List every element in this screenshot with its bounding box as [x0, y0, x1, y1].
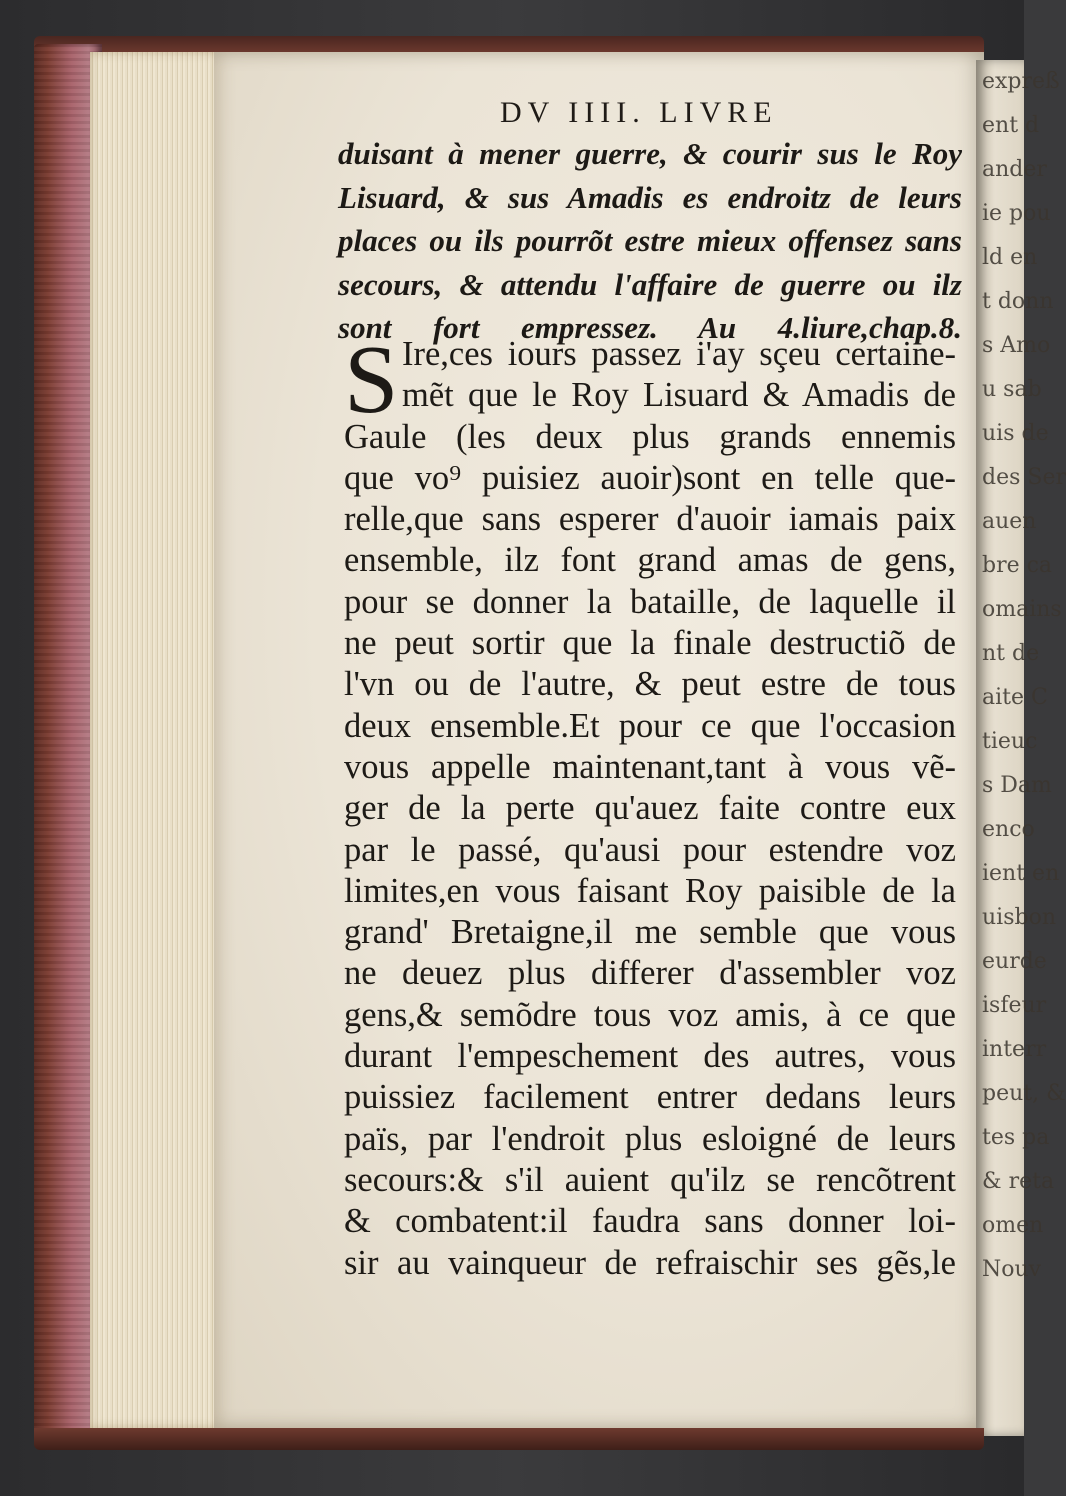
facing-page-fragment: omen [982, 1213, 1044, 1238]
summary-line: secours, & attendu l'affaire de guerre ou ilz [338, 266, 962, 302]
body-line: puissiez facilement entrer dedans leurs [344, 1078, 956, 1117]
facing-page-fragment: Nouv [982, 1257, 1042, 1282]
facing-page-fragment: t donn [982, 289, 1054, 314]
facing-page-fragment: interr [982, 1037, 1047, 1062]
book-cover-bottom [34, 1428, 984, 1450]
facing-page-fragment: u sab [982, 377, 1042, 402]
body-line: & combatent:il faudra sans donner loi- [344, 1202, 956, 1241]
body-line: ensemble, ilz font grand amas de gens, [344, 541, 956, 580]
body-line: par le passé, qu'ausi pour estendre voz [344, 830, 956, 869]
summary-line: Lisuard, & sus Amadis es endroitz de leurs [338, 179, 962, 215]
body-line: que vo⁹ puisiez auoir)sont en telle que- [344, 458, 956, 497]
body-line: grand' Bretaigne,il me semble que vous [344, 913, 956, 952]
summary-line: places ou ils pourrõt estre mieux offensez sans [338, 223, 962, 258]
body-line: ne peut sortir que la finale destructiõ de [344, 624, 956, 663]
facing-page-fragment: ld en [982, 245, 1038, 270]
body-line: mẽt que le Roy Lisuard & Amadis de [402, 376, 956, 415]
summary-line: sont fort empressez. Au 4.liure,chap.8. [338, 310, 962, 345]
facing-page-fragment: uisbon [982, 905, 1056, 930]
body-line: Ire,ces iours passez i'ay sçeu certaine- [402, 335, 956, 373]
body-line: gens,& semõdre tous voz amis, à ce que [344, 995, 956, 1034]
body-line: secours:& s'il auient qu'ilz se rencõtrent [344, 1160, 956, 1199]
summary-line: duisant à mener guerre, & courir sus le Roy [338, 136, 962, 171]
facing-page-fragment: bre ca [982, 553, 1053, 578]
facing-page-fragment: auen [982, 509, 1037, 534]
facing-page-fragment: tes pa [982, 1125, 1050, 1150]
body-line: durant l'empeschement des autres, vous [344, 1037, 956, 1076]
body-line: pour se donner la bataille, de laquelle il [344, 582, 956, 621]
body-line: sir au vainqueur de refraischir ses gẽs,le [344, 1243, 956, 1282]
chapter-summary [338, 132, 962, 350]
body-line: ne deuez plus differer d'assembler voz [344, 954, 956, 993]
facing-page-fragment: ander [982, 157, 1047, 182]
facing-page-fragment: & reta [982, 1169, 1055, 1194]
facing-page-fragment: s Amo [982, 333, 1051, 358]
facing-page-fragment: ie pou [982, 201, 1051, 226]
facing-page [976, 60, 1066, 1436]
facing-page-fragment: ent d [982, 113, 1040, 138]
running-head: DV IIII. LIVRE [500, 96, 778, 129]
drop-cap: S [344, 326, 399, 434]
facing-page-fragment: omains [982, 597, 1062, 622]
facing-page-fragment: nt de [982, 641, 1040, 666]
body-line: ger de la perte qu'auez faite contre eux [344, 789, 956, 828]
facing-page-fragment: uis de [982, 421, 1049, 446]
body-line: limites,en vous faisant Roy paisible de la [344, 871, 956, 910]
facing-page-fragment: peut, & [982, 1081, 1066, 1106]
facing-page-fragment: s Dam [982, 773, 1052, 798]
body-line: l'vn ou de l'autre, & peut estre de tous [344, 665, 956, 704]
body-line: vous appelle maintenant,tant à vous vẽ- [344, 747, 956, 786]
facing-page-fragment: tieuc [982, 729, 1038, 754]
body-line: Gaule (les deux plus grands ennemis [344, 417, 956, 456]
facing-page-fragment: des Ser [982, 465, 1066, 490]
facing-page-fragment: eurde [982, 949, 1047, 974]
facing-page-fragment: ient en [982, 861, 1060, 886]
body-line: deux ensemble.Et pour ce que l'occasion [344, 706, 956, 745]
facing-page-fragment: expreß [982, 69, 1060, 94]
facing-page-fragment: isfeur [982, 993, 1047, 1018]
body-line: païs, par l'endroit plus esloigné de leurs [344, 1119, 956, 1158]
facing-page-fragment: enco [982, 817, 1035, 842]
facing-page-fragment: aite C [982, 685, 1048, 710]
body-line: relle,que sans esperer d'auoir iamais paix [344, 500, 956, 539]
page-fore-edge [90, 52, 220, 1428]
